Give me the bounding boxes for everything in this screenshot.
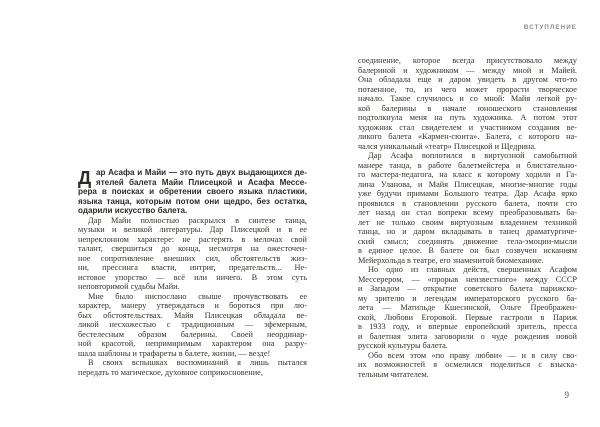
text-line: Мейерхольда в театре, его знаменитой биомеханике. [358,255,544,265]
text-line: Дар Асафа воплотился в виртуозной самобытной [368,151,577,160]
text-line: балериной и художником — между мной и Майей. [358,65,577,75]
text-line: уже будучи примами Большого театра. Дар Асафа ярко [358,189,577,198]
text-line: лина Уланова, и Майя Плисецкая, многие-многие годы [358,179,577,189]
text-line: го мастера-педагога, на класс к которому ходили и Га- [358,170,577,179]
text-line: подтолкнула меня на путь художника. А потом этот [358,113,577,122]
text-line: чался уникальный «театр» Плисецкой и Щедрина. [358,141,537,151]
text-line: ский смысл; соединять движение тела-эмоции-мысли [358,236,577,246]
text-line: ной красотой, непримиримым характером она разру- [78,339,307,348]
text-line: ликого балета «Кармен-сюита». Балета, с которого на- [358,132,577,141]
lead-paragraph [78,168,307,216]
text-line: соединение, которое всегда присутствовало между [358,56,577,65]
text-line: в 1933 году, и впервые европейский зритель, пресса [358,322,577,331]
text-line: Дар Майи полностью раскрылся в синтезе танца, [88,215,307,225]
text-line: и Западом — открытие советского балета парижско- [358,284,577,293]
text-line: танца, но и даром вкладывать в танец драматургиче- [358,227,577,236]
text-line: передать то магическое, духовное соприкосновение, [78,367,263,377]
text-line: бых обстоятельствах. Майя Плисецкая обладала ве- [78,310,307,320]
text-line: одарили искусство балета. [78,206,188,215]
text-line: ни, прессинга власти, интриг, предательств... Не- [78,263,307,272]
text-line: Но одно из главных действ, свершенных Асафом [368,265,577,274]
text-line: манере танца, в работе балетмейстера и блистательно- [358,160,577,170]
text-line: лета — Матильде Кшесинской, Ольге Преображен- [358,303,577,312]
text-line: кой балерины в начале юношеского становления [358,103,577,113]
text-line: русской культуры балета. [358,341,448,350]
text-line: музыки и великой литературы. Дар Плисецкой и в ее [78,225,307,234]
text-line: В своих вспышках воспоминаний я лишь пытался [88,358,307,367]
text-line: ятелей балета Майи Плисецкой и Асафа Мессе- [96,177,307,187]
text-line: ное сопротивление внешних сил, обстоятельств жиз- [78,253,307,263]
text-line: рера в поисках и обретении своего языка пластики, [78,187,307,196]
text-line: потаенное, то, из чего может прорасти творческое [358,84,577,94]
text-line: и балетная элита заговорили о чуде рождения новой [358,331,577,341]
text-line: в единое целое. В балете он был созвучен исканиям [358,246,577,255]
text-line: шала шаблоны и трафареты в балете, жизни, — везде! [78,348,271,358]
left-page-body [78,216,307,378]
text-line: Мне было ниспослано свыше прочувствовать ее [88,291,307,301]
text-line: характер, манеру утверждаться и бороться при лю- [78,301,307,310]
text-line: языка танца, которым потом они щедро, без остатка, [78,196,307,206]
text-line: ликой несхожестью с традиционным — эфемерным, [78,320,307,329]
running-head: ВСТУПЛЕНИЕ [523,24,577,31]
page-number: 9 [564,390,569,400]
text-line: истовое упорство — всё или ничего. В этом суть [78,272,307,282]
text-line: лет назад он стал вопреки всему преобразовывать ба- [358,208,577,217]
text-line: бестелесным образом балерины. Своей неординар- [78,329,307,339]
text-line: тельным читателем. [358,369,429,379]
text-line: талант, свершиться до конца, несмотря на ожесточен- [78,244,307,253]
text-line: му зрителю и легендам императорского русского ба- [358,293,577,303]
left-page [78,168,307,377]
text-line: ской, Любови Егоровой. Первые гастроли в Париж [358,312,577,322]
text-line: начало. Такое случилось и со мной: Майя легкой ру- [358,94,577,103]
text-line: лет не только своим виртуозным владением техникой [358,217,577,227]
text-line: ар Асафа и Майи — это путь двух выдающихся де- [96,168,307,177]
text-line: проявился в становлении русского балета, почти сто [358,198,577,208]
text-line: их возможностей я осмелился поделиться с взыска- [358,360,577,369]
text-line: Обо всем этом «по праву любви» — и в силу сво- [368,350,577,360]
text-line: Мессерером, — «прорыв неизвестного» между СССР [358,274,577,284]
text-line: художник стал свидетелем и участником создания ве- [358,122,577,132]
text-line: Она обладала еще и даром увидеть в другом что-то [358,75,577,84]
text-line: непреклонном характере: не растерять в мелочах свой [78,234,307,244]
right-page [358,56,577,379]
text-line: неповторимой судьбы Майи. [78,282,180,291]
drop-cap: Д [78,167,92,188]
